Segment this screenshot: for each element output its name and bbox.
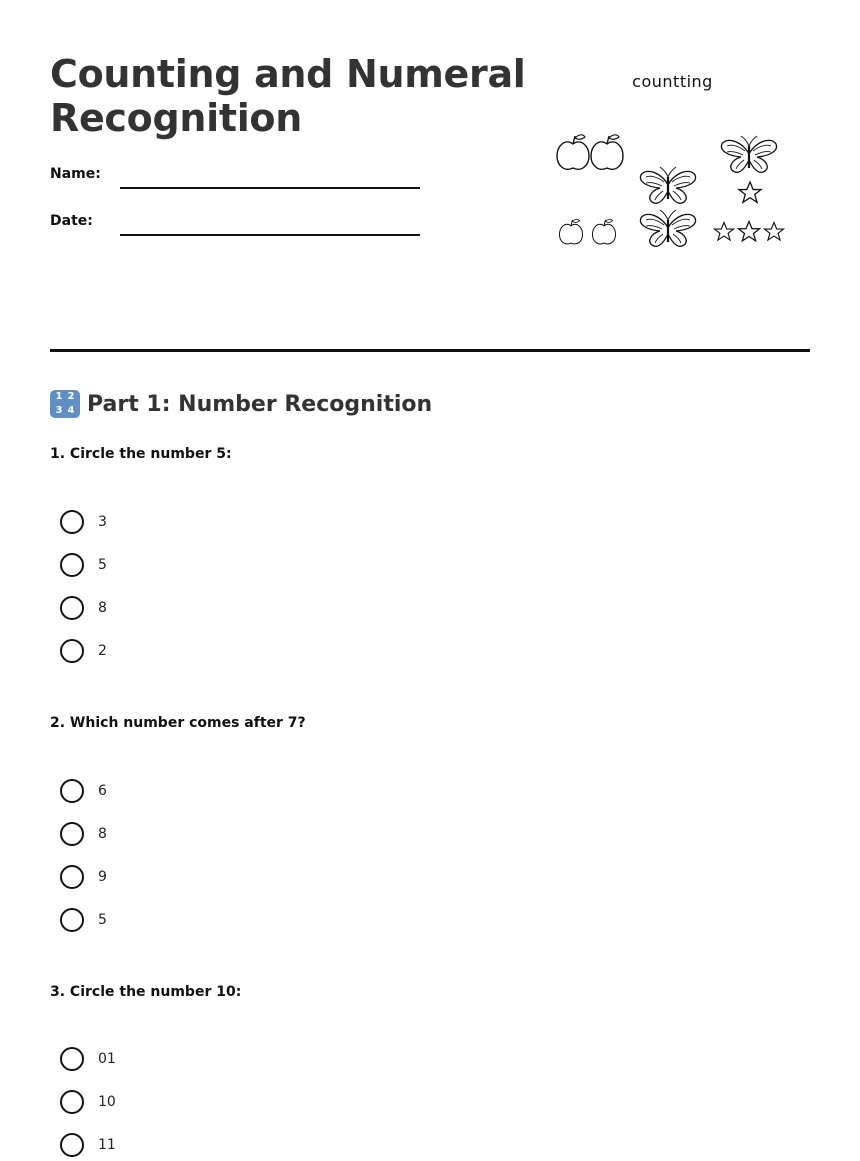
radio-button[interactable] <box>60 822 84 846</box>
question-3: 3. Circle the number 10: <box>50 984 242 1000</box>
input-numbers-icon <box>50 390 80 418</box>
option-label: 8 <box>98 826 107 842</box>
q2-option-2[interactable] <box>60 822 107 846</box>
name-field[interactable] <box>120 187 420 189</box>
part1-title: Part 1: Number Recognition <box>87 391 433 417</box>
q3-option-2[interactable] <box>60 1090 116 1114</box>
radio-button[interactable] <box>60 908 84 932</box>
radio-button[interactable] <box>60 1133 84 1157</box>
q2-option-4[interactable] <box>60 908 107 932</box>
option-label: 5 <box>98 557 107 573</box>
option-label: 5 <box>98 912 107 928</box>
radio-button[interactable] <box>60 510 84 534</box>
icon-digit: 4 <box>67 405 75 416</box>
radio-button[interactable] <box>60 779 84 803</box>
q2-option-1[interactable] <box>60 779 107 803</box>
q1-option-1[interactable] <box>60 510 107 534</box>
illustration-drawing <box>550 70 800 255</box>
radio-button[interactable] <box>60 1047 84 1071</box>
option-label: 6 <box>98 783 107 799</box>
section-divider <box>50 349 810 352</box>
radio-button[interactable] <box>60 865 84 889</box>
radio-button[interactable] <box>60 639 84 663</box>
question-2: 2. Which number comes after 7? <box>50 715 306 731</box>
option-label: 8 <box>98 600 107 616</box>
icon-digit: 1 <box>55 391 63 402</box>
option-label: 10 <box>98 1094 116 1110</box>
page-title: Counting and Numeral Recognition <box>50 52 526 140</box>
part1-heading <box>50 389 432 419</box>
option-label: 01 <box>98 1051 116 1067</box>
date-field[interactable] <box>120 234 420 236</box>
name-label: Name: <box>50 166 101 182</box>
radio-button[interactable] <box>60 1090 84 1114</box>
option-label: 11 <box>98 1137 116 1153</box>
option-label: 3 <box>98 514 107 530</box>
q1-option-4[interactable] <box>60 639 107 663</box>
option-label: 2 <box>98 643 107 659</box>
counting-illustration <box>550 70 800 255</box>
q1-option-2[interactable] <box>60 553 107 577</box>
q3-option-1[interactable] <box>60 1047 116 1071</box>
radio-button[interactable] <box>60 596 84 620</box>
radio-button[interactable] <box>60 553 84 577</box>
q3-option-3[interactable] <box>60 1133 116 1157</box>
illustration-title: countting <box>632 72 713 91</box>
date-label: Date: <box>50 213 93 229</box>
q1-option-3[interactable] <box>60 596 107 620</box>
question-1: 1. Circle the number 5: <box>50 446 232 462</box>
icon-digit: 3 <box>55 405 63 416</box>
option-label: 9 <box>98 869 107 885</box>
q2-option-3[interactable] <box>60 865 107 889</box>
icon-digit: 2 <box>67 391 75 402</box>
